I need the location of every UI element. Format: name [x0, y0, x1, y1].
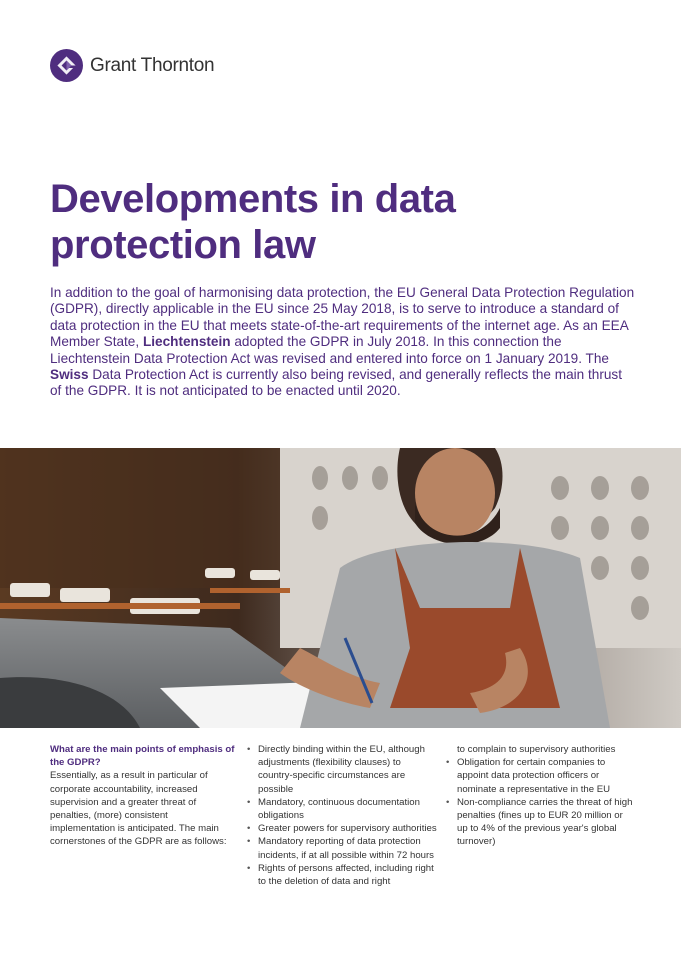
text-column-3: [446, 743, 636, 849]
brand-logo: [50, 49, 214, 82]
intro-paragraph: [50, 285, 635, 400]
list-item: • Directly binding within the EU, although adjustments (flexibility clauses) to country-specific circumstances are possible: [247, 743, 437, 796]
intro-text-3: Data Protection Act is currently also being revised, and generally reflects the main thrust of the GDPR. It is not anticipated to be enacted until 2020.: [50, 367, 622, 399]
list-item: • Non-compliance carries the threat of high penalties (fines up to EUR 20 million or up to 4% of the previous year's global turnover): [446, 796, 636, 849]
intro-text-2: adopted the GDPR in July 2018. In this connection the Liechtenstein Data Protection Act was revised and entered into force on 1 January 2019. The: [50, 334, 609, 366]
list-item: • Mandatory, continuous documentation obligations: [247, 796, 437, 822]
section-body: Essentially, as a result in particular of corporate accountability, increased supervision and a greater threat of penalties, (more) consistent implementation is anticipated. The main cornerstones of the GDPR are as follows:: [50, 770, 227, 848]
intro-bold-liechtenstein: Liechtenstein: [142, 334, 231, 350]
bullet-list-col3: [446, 743, 636, 849]
intro-text-1: In addition to the goal of harmonising data protection, the EU General Data Protection Regulation (GDPR), directly applicable in the EU since 25 May 2018, is to serve to introduce a standard of data protection in the EU that meets state-of-the-art requirements of the internet age. As an EEA Member State,: [50, 285, 635, 350]
page-title: Developments in data protection law: [50, 177, 456, 267]
section-heading: What are the main points of emphasis of the GDPR?: [50, 744, 235, 769]
grant-thornton-logo-icon: [50, 49, 83, 82]
list-item-continuation: to complain to supervisory authorities: [457, 744, 616, 755]
text-column-1: [50, 743, 235, 849]
person-writing-photo-icon: [0, 448, 681, 728]
list-item: • Greater powers for supervisory authorities: [247, 822, 437, 835]
bullet-list-col2: [247, 743, 437, 888]
hero-photo: [0, 448, 681, 728]
brand-name: Grant Thornton: [90, 54, 215, 76]
text-column-2: [247, 743, 437, 888]
list-item: • Mandatory reporting of data protection incidents, if at all possible within 72 hours: [247, 835, 437, 861]
list-item: • Rights of persons affected, including right to the deletion of data and right: [247, 862, 437, 888]
intro-bold-swiss: Swiss: [50, 367, 89, 383]
list-item: • Obligation for certain companies to appoint data protection officers or nominate a representative in the EU: [446, 756, 636, 796]
